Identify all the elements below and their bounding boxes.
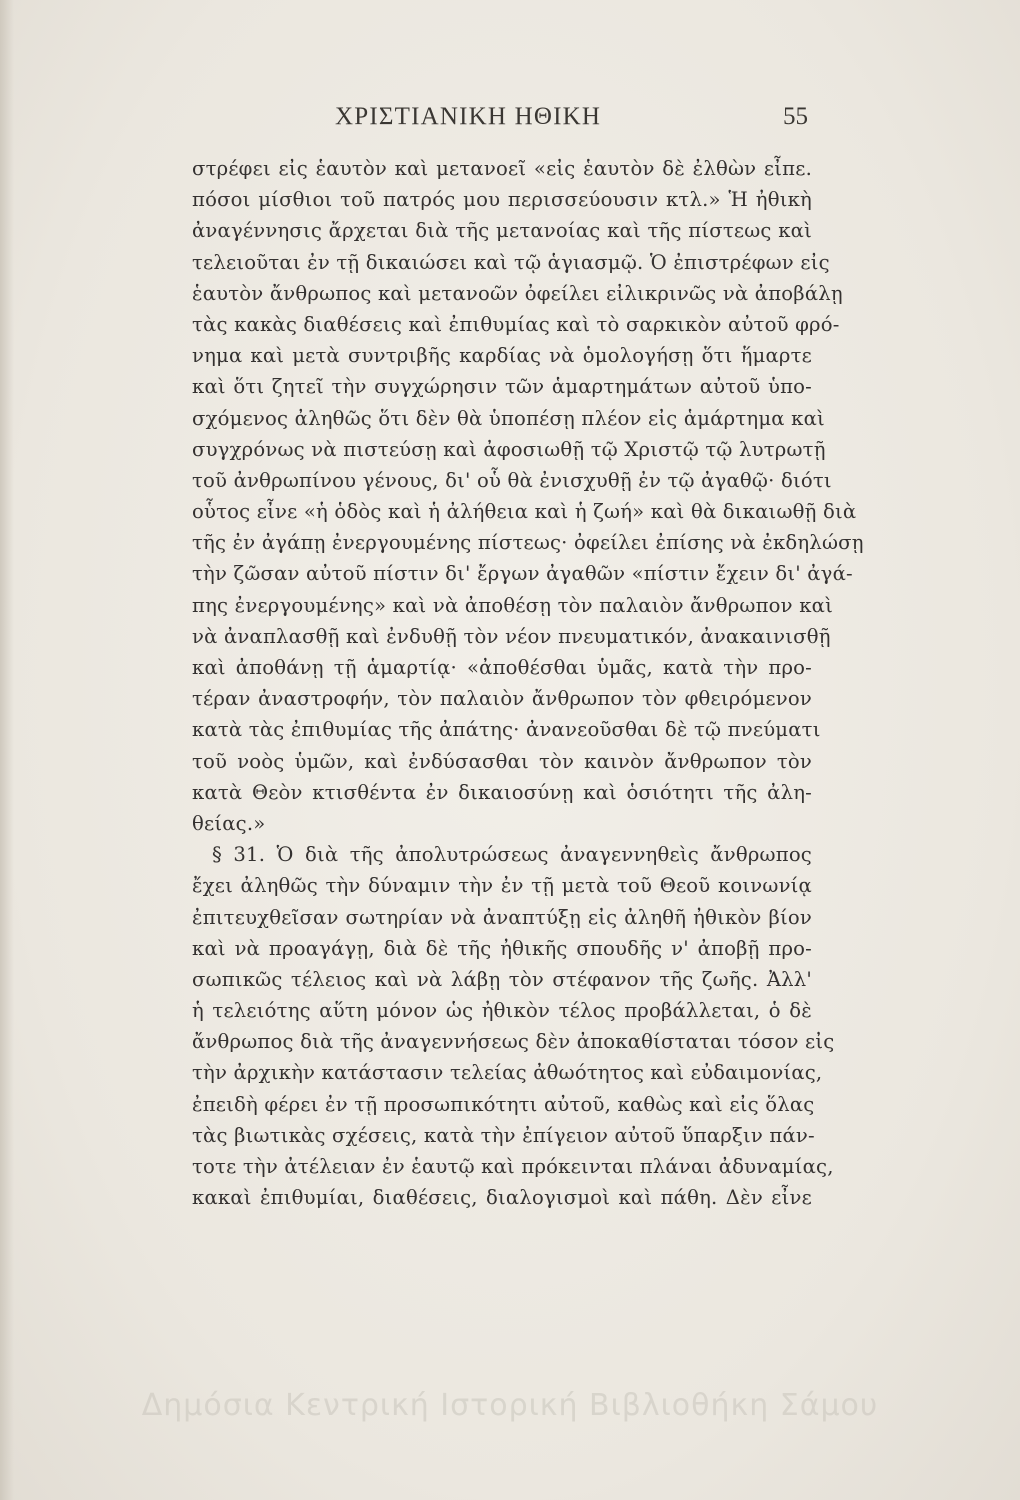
text-line: νὰ ἀναπλασθῇ καὶ ἐνδυθῇ τὸν νέον πνευματικόν, ἀνακαινισθῇ	[192, 624, 831, 648]
text-line: τὴν ἀρχικὴν κατάστασιν τελείας ἀθωότητος καὶ εὐδαιμονίας,	[192, 1061, 823, 1085]
section-heading-line: § 31. Ὁ διὰ τῆς ἀπολυτρώσεως ἀναγεννηθεὶς ἄνθρωπος	[212, 843, 812, 867]
text-line: ἐπιτευχθεῖσαν σωτηρίαν νὰ ἀναπτύξῃ εἰς ἀληθῆ ἠθικὸν βίον	[192, 905, 812, 929]
page-header	[0, 95, 1020, 135]
text-line: σωπικῶς τέλειος καὶ νὰ λάβῃ τὸν στέφανον τῆς ζωῆς. Ἀλλ'	[192, 967, 812, 991]
text-line: πης ἐνεργουμένης» καὶ νὰ ἀποθέσῃ τὸν παλαιὸν ἄνθρωπον καὶ	[192, 593, 833, 617]
text-line: συγχρόνως νὰ πιστεύσῃ καὶ ἀφοσιωθῇ τῷ Χριστῷ τῷ λυτρωτῇ	[192, 437, 826, 461]
text-line: ἐπειδὴ φέρει ἐν τῇ προσωπικότητι αὐτοῦ, καθὼς καὶ εἰς ὅλας	[192, 1092, 815, 1116]
text-line: καὶ ἀποθάνῃ τῇ ἁμαρτίᾳ· «ἀποθέσθαι ὑμᾶς, κατὰ τὴν προ-	[192, 656, 812, 679]
text-line: στρέφει εἰς ἑαυτὸν καὶ μετανοεῖ «εἰς ἑαυτὸν δὲ ἐλθὼν εἶπε.	[192, 157, 812, 180]
text-line: ἀναγέννησις ἄρχεται διὰ τῆς μετανοίας καὶ τῆς πίστεως καὶ	[192, 219, 812, 243]
text-line: καὶ νὰ προαγάγῃ, διὰ δὲ τῆς ἠθικῆς σπουδῆς ν' ἀποβῇ προ-	[192, 936, 812, 960]
text-line: σχόμενος ἀληθῶς ὅτι δὲν θὰ ὑποπέσῃ πλέον εἰς ἁμάρτημα καὶ	[192, 406, 825, 430]
text-line: τῆς ἐν ἀγάπῃ ἐνεργουμένης πίστεως· ὀφείλει ἐπίσης νὰ ἐκδηλώσῃ	[192, 531, 864, 555]
text-line: τὰς βιωτικὰς σχέσεις, κατὰ τὴν ἐπίγειον αὐτοῦ ὕπαρξιν πάν-	[192, 1123, 815, 1147]
library-watermark: Δημόσια Κεντρική Ιστορική Βιβλιοθήκη Σάμου	[141, 1388, 879, 1423]
page-gutter-shadow	[0, 0, 14, 1500]
running-title: ΧΡΙΣΤΙΑΝΙΚΗ ΗΘΙΚΗ	[335, 103, 602, 130]
page-number: 55	[783, 103, 808, 130]
text-line: ἑαυτὸν ἄνθρωπος καὶ μετανοῶν ὀφείλει εἰλικρινῶς νὰ ἀποβάλῃ	[192, 281, 843, 305]
text-line: ἄνθρωπος διὰ τῆς ἀναγεννήσεως δὲν ἀποκαθίσταται τόσον εἰς	[192, 1030, 835, 1054]
text-line: τοῦ ἀνθρωπίνου γένους, δι' οὗ θὰ ἐνισχυθῇ ἐν τῷ ἀγαθῷ· διότι	[192, 468, 832, 492]
text-line: τὰς κακὰς διαθέσεις καὶ ἐπιθυμίας καὶ τὸ σαρκικὸν αὐτοῦ φρό-	[192, 312, 840, 336]
text-line: ἡ τελειότης αὕτη μόνον ὡς ἠθικὸν τέλος προβάλλεται, ὁ δὲ	[192, 999, 812, 1023]
body-text	[192, 153, 864, 1213]
text-line: τέραν ἀναστροφήν, τὸν παλαιὸν ἄνθρωπον τὸν φθειρόμενον	[192, 687, 812, 711]
text-line: κατὰ Θεὸν κτισθέντα ἐν δικαιοσύνῃ καὶ ὁσιότητι τῆς ἀλη-	[192, 780, 812, 804]
text-line: οὗτος εἶνε «ἡ ὁδὸς καὶ ἡ ἀλήθεια καὶ ἡ ζωή» καὶ θὰ δικαιωθῇ διὰ	[192, 500, 857, 524]
text-line: κακαὶ ἐπιθυμίαι, διαθέσεις, διαλογισμοὶ καὶ πάθη. Δὲν εἶνε	[192, 1186, 812, 1210]
text-line: τοτε τὴν ἀτέλειαν ἐν ἑαυτῷ καὶ πρόκεινται πλάναι ἀδυναμίας,	[192, 1155, 834, 1178]
text-line: τὴν ζῶσαν αὐτοῦ πίστιν δι' ἔργων ἀγαθῶν «πίστιν ἔχειν δι' ἀγά-	[192, 562, 853, 586]
text-line: καὶ ὅτι ζητεῖ τὴν συγχώρησιν τῶν ἁμαρτημάτων αὐτοῦ ὑπο-	[192, 375, 812, 399]
text-line: νημα καὶ μετὰ συντριβῆς καρδίας νὰ ὁμολογήσῃ ὅτι ἥμαρτε	[192, 344, 812, 368]
text-line: κατὰ τὰς ἐπιθυμίας τῆς ἀπάτης· ἀνανεοῦσθαι δὲ τῷ πνεύματι	[192, 718, 821, 742]
text-line: τοῦ νοὸς ὑμῶν, καὶ ἐνδύσασθαι τὸν καινὸν ἄνθρωπον τὸν	[192, 749, 812, 773]
text-line: πόσοι μίσθιοι τοῦ πατρός μου περισσεύουσιν κτλ.» Ἡ ἠθικὴ	[192, 188, 812, 212]
text-line: θείας.»	[192, 811, 266, 835]
text-line: ἔχει ἀληθῶς τὴν δύναμιν τὴν ἐν τῇ μετὰ τοῦ Θεοῦ κοινωνίᾳ	[192, 874, 812, 898]
text-line: τελειοῦται ἐν τῇ δικαιώσει καὶ τῷ ἁγιασμῷ. Ὁ ἐπιστρέφων εἰς	[192, 250, 830, 274]
